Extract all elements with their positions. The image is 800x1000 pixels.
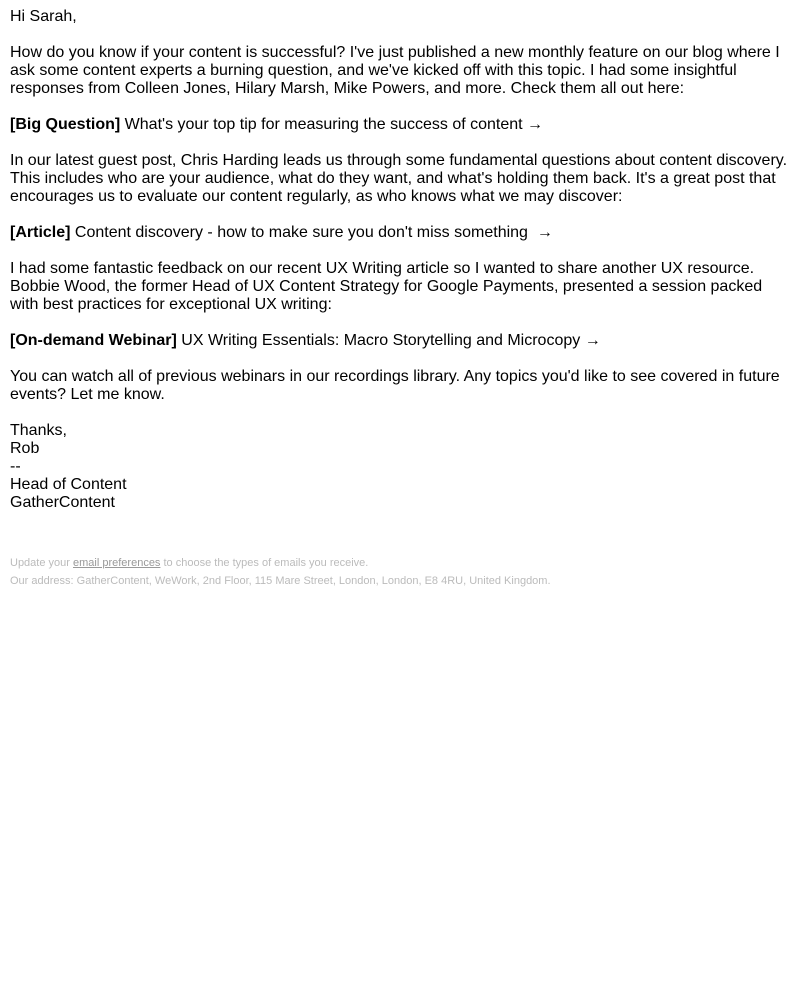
footer-address: Our address: GatherContent, WeWork, 2nd Floor, 115 Mare Street, London, London, E8 4RU, United Kingdom. xyxy=(10,575,551,587)
webinar-paragraph: I had some fantastic feedback on our recent UX Writing article so I wanted to share another UX resource. Bobbie Wood, the former Head of UX Content Strategy for Google Payments, presented a session packed with best practices for exceptional UX writing: xyxy=(10,260,763,313)
big-question-link[interactable]: What's your top tip for measuring the success of content → xyxy=(124,116,544,133)
recordings-paragraph: You can watch all of previous webinars in our recordings library. Any topics you'd like to see covered in future events? Let me know. xyxy=(10,368,780,403)
intro-paragraph: How do you know if your content is successful? I've just published a new monthly feature on our blog where I ask some content experts a burning question, and we've kicked off with this topic. I had some insightful responses from Colleen Jones, Hilary Marsh, Mike Powers, and more. Check them all out here: xyxy=(10,44,780,97)
signature-title: Head of Content xyxy=(10,476,127,493)
signature-separator: -- xyxy=(10,458,21,475)
webinar-link[interactable]: UX Writing Essentials: Macro Storytelling and Microcopy → xyxy=(181,332,601,349)
article-tag: [Article] xyxy=(10,224,71,241)
webinar-link-line xyxy=(10,332,790,350)
email-footer xyxy=(10,554,790,590)
big-question-tag: [Big Question] xyxy=(10,116,121,133)
footer-prefs-before: Update your xyxy=(10,557,70,569)
signature xyxy=(10,422,790,512)
footer-preferences-line xyxy=(10,554,790,572)
webinar-tag: [On-demand Webinar] xyxy=(10,332,177,349)
article-paragraph: In our latest guest post, Chris Harding leads us through some fundamental questions about content discovery. This includes who are your audience, what do they want, and what's holding them back. It's a great post that encourages us to evaluate our content regularly, as who knows what we may discover: xyxy=(10,152,788,205)
article-link-line xyxy=(10,224,790,242)
greeting: Hi Sarah, xyxy=(10,8,77,25)
signature-company: GatherContent xyxy=(10,494,115,511)
article-link[interactable]: Content discovery - how to make sure you don't miss something → xyxy=(74,224,553,241)
big-question-link-line xyxy=(10,116,790,134)
footer-prefs-after: to choose the types of emails you receive. xyxy=(163,557,369,569)
signature-name: Rob xyxy=(10,440,40,457)
email-preferences-link[interactable]: email preferences xyxy=(73,557,161,569)
signature-closing: Thanks, xyxy=(10,422,67,439)
